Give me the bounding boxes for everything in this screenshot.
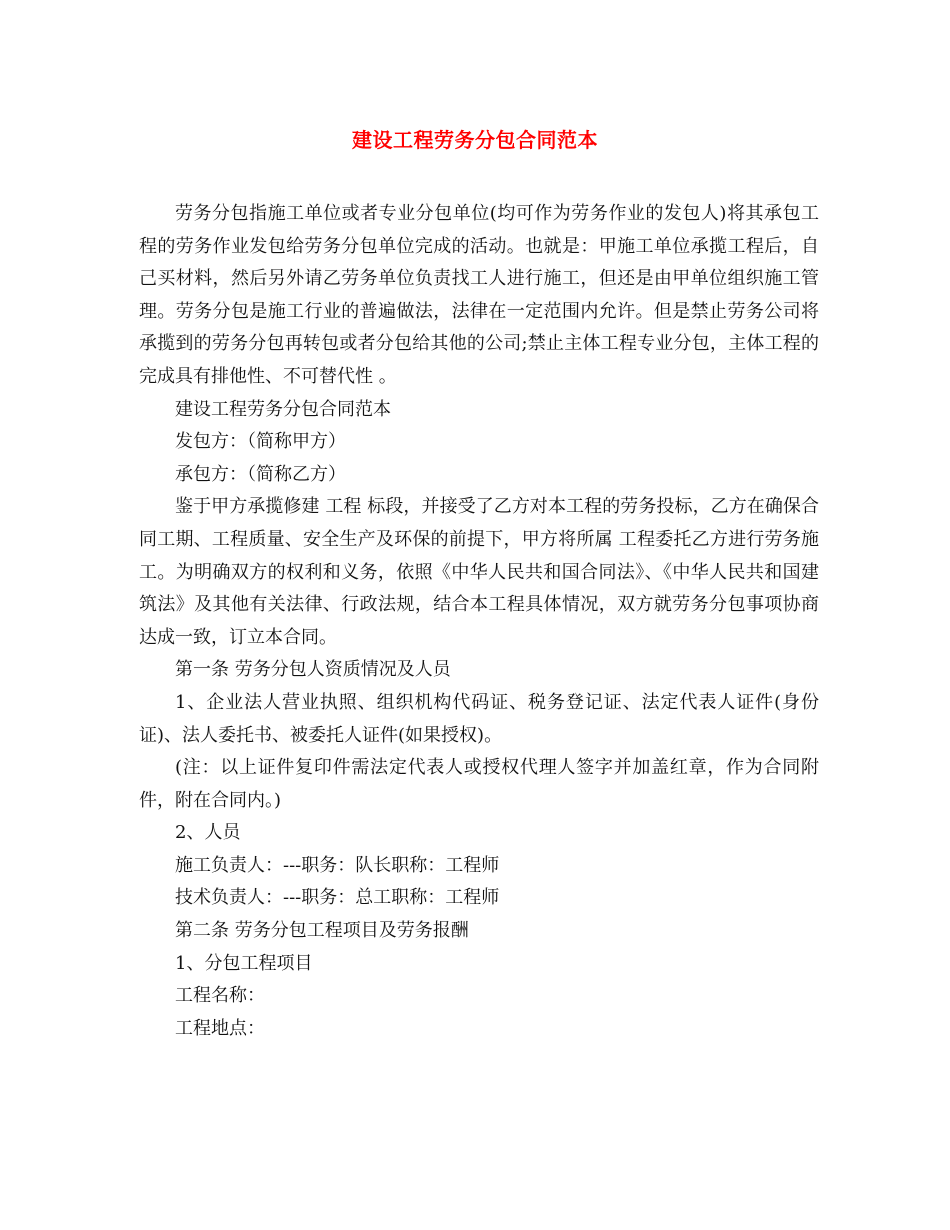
document-title: 建设工程劳务分包合同范本 bbox=[352, 128, 598, 152]
document-body bbox=[139, 198, 819, 1045]
contract-heading: 建设工程劳务分包合同范本 bbox=[175, 398, 391, 420]
article-2-item-1: 1、分包工程项目 bbox=[175, 952, 313, 974]
party-a-line: 发包方：（简称甲方） bbox=[175, 431, 346, 453]
article-1-heading: 第一条 劳务分包人资质情况及人员 bbox=[175, 659, 451, 681]
article-1-note: (注：以上证件复印件需法定代表人或授权代理人签字并加盖红章，作为合同附件，附在合同内。) bbox=[139, 757, 819, 811]
article-1-item-2: 2、人员 bbox=[175, 822, 241, 844]
project-name-line: 工程名称： bbox=[175, 985, 265, 1007]
article-1-item-1: 1、企业法人营业执照、组织机构代码证、税务登记证、法定代表人证件(身份证)、法人委托书、被委托人证件(如果授权)。 bbox=[139, 691, 819, 746]
technical-lead-line: 技术负责人：---职务：总工职称：工程师 bbox=[175, 887, 500, 909]
construction-lead-line: 施工负责人：---职务：队长职称：工程师 bbox=[175, 854, 500, 876]
intro-paragraph: 劳务分包指施工单位或者专业分包单位(均可作为劳务作业的发包人)将其承包工程的劳务作业发包给劳务分包单位完成的活动。也就是：甲施工单位承揽工程后，自己买材料，然后另外请乙劳务单位负责找工人进行施工，但还是由甲单位组织施工管理。劳务分包是施工行业的普遍做法，法律在一定范围内允许。但是禁止劳务公司将承揽到的劳务分包再转包或者分包给其他的公司;禁止主体工程专业分包，主体工程的完成具有排他性、不可替代性 。 bbox=[139, 203, 819, 387]
preamble-paragraph: 鉴于甲方承揽修建 工程 标段，并接受了乙方对本工程的劳务投标，乙方在确保合同工期、工程质量、安全生产及环保的前提下，甲方将所属 工程委托乙方进行劳务施工。为明确双方的权利和义务，依照《中华人民共和国合同法》、《中华人民共和国建筑法》及其他有关法律、行政法规，结合本工程具体情况，双方就劳务分包事项协商达成一致，订立本合同。 bbox=[139, 496, 819, 648]
article-2-heading: 第二条 劳务分包工程项目及劳务报酬 bbox=[175, 920, 469, 942]
party-b-line: 承包方：（简称乙方） bbox=[175, 463, 346, 485]
project-location-line: 工程地点： bbox=[175, 1017, 265, 1039]
